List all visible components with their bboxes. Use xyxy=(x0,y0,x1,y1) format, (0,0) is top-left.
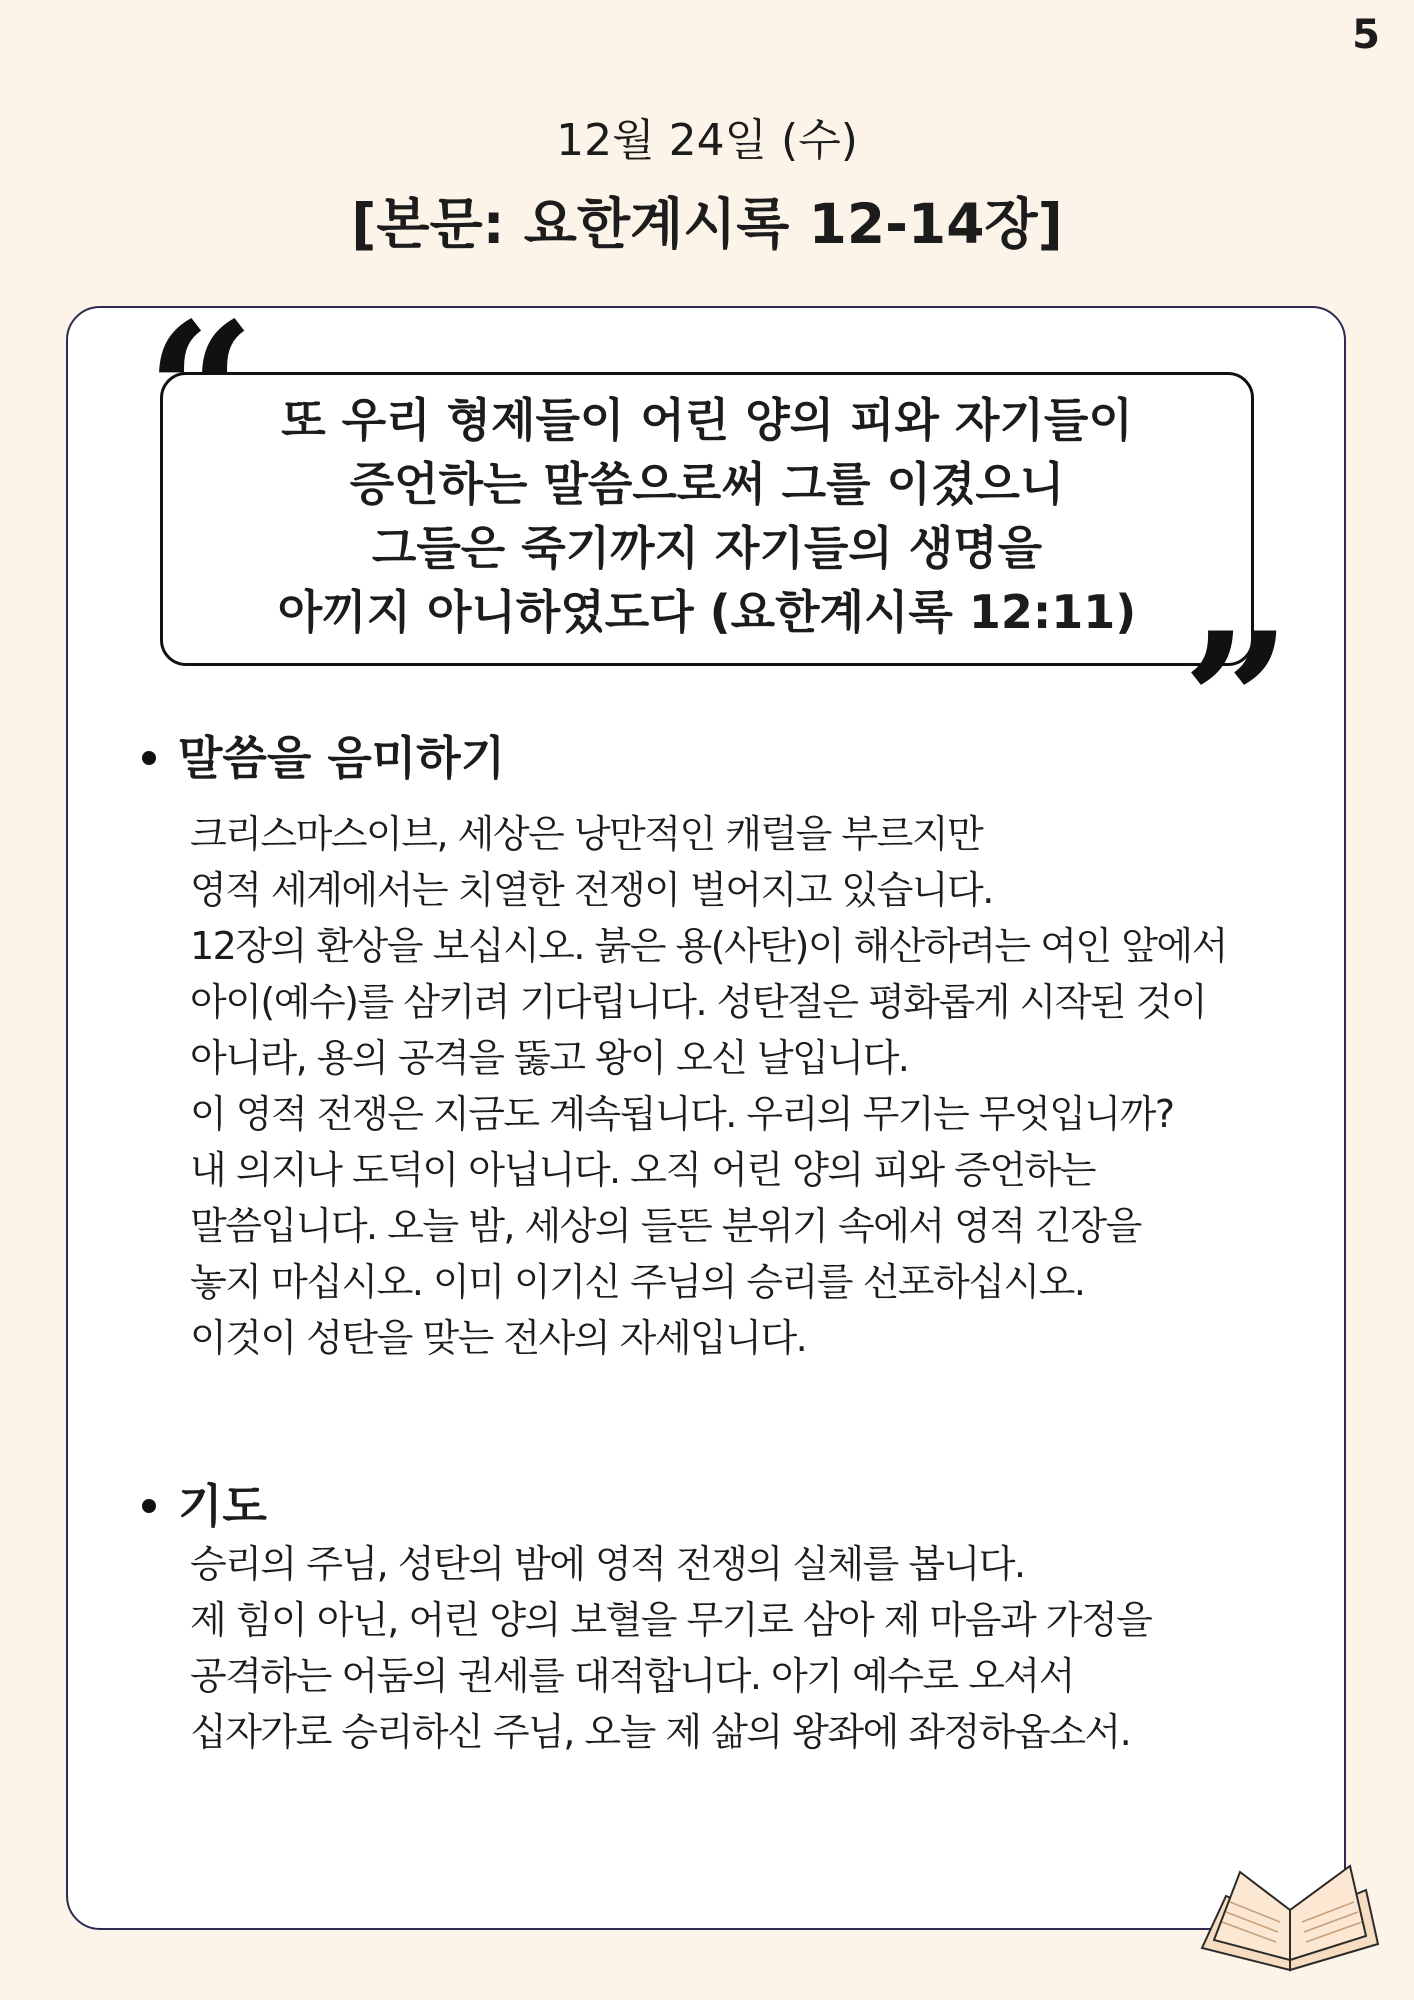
prayer-line: 십자가로 승리하신 주님, 오늘 제 삶의 왕좌에 좌정하옵소서. xyxy=(190,1710,1131,1754)
meditation-line: 이것이 성탄을 맞는 전사의 자세입니다. xyxy=(190,1316,807,1360)
close-quote-icon: ” xyxy=(1182,591,1292,814)
date-heading: 12월 24일 (수) xyxy=(556,115,858,166)
meditation-line: 12장의 환상을 보십시오. 붉은 용(사탄)이 해산하려는 여인 앞에서 xyxy=(190,924,1227,968)
passage-title: [본문: 요한계시록 12-14장] xyxy=(351,192,1063,256)
meditation-line: 이 영적 전쟁은 지금도 계속됩니다. 우리의 무기는 무엇입니까? xyxy=(190,1092,1174,1136)
prayer-body xyxy=(190,1536,1151,1760)
quote-line: 그들은 죽기까지 자기들의 생명을 xyxy=(371,521,1043,575)
prayer-heading-label: 기도 xyxy=(178,1479,267,1533)
page-number: 5 xyxy=(1352,12,1380,58)
prayer-heading xyxy=(142,1470,267,1536)
meditation-heading-label: 말씀을 음미하기 xyxy=(178,731,506,785)
meditation-line: 크리스마스이브, 세상은 낭만적인 캐럴을 부르지만 xyxy=(190,812,983,856)
quote-line: 증언하는 말씀으로써 그를 이겼으니 xyxy=(349,457,1065,511)
prayer-line: 공격하는 어둠의 권세를 대적합니다. 아기 예수로 오셔서 xyxy=(190,1654,1074,1698)
open-book-icon xyxy=(1190,1852,1390,1982)
open-quote-icon: “ xyxy=(146,281,256,504)
meditation-body xyxy=(190,806,1227,1366)
scripture-quote xyxy=(160,388,1254,644)
meditation-line: 영적 세계에서는 치열한 전쟁이 벌어지고 있습니다. xyxy=(190,868,993,912)
meditation-line: 내 의지나 도덕이 아닙니다. 오직 어린 양의 피와 증언하는 xyxy=(190,1148,1095,1192)
quote-line: 아끼지 아니하였도다 (요한계시록 12:11) xyxy=(277,585,1137,639)
meditation-line: 아이(예수)를 삼키려 기다립니다. 성탄절은 평화롭게 시작된 것이 xyxy=(190,980,1207,1024)
quote-line: 또 우리 형제들이 어린 양의 피와 자기들이 xyxy=(281,393,1133,447)
bullet-icon xyxy=(142,751,156,765)
meditation-heading xyxy=(142,722,505,788)
meditation-line: 아니라, 용의 공격을 뚫고 왕이 오신 날입니다. xyxy=(190,1036,909,1080)
prayer-line: 승리의 주님, 성탄의 밤에 영적 전쟁의 실체를 봅니다. xyxy=(190,1542,1025,1586)
prayer-line: 제 힘이 아닌, 어린 양의 보혈을 무기로 삼아 제 마음과 가정을 xyxy=(190,1598,1152,1642)
meditation-line: 말씀입니다. 오늘 밤, 세상의 들뜬 분위기 속에서 영적 긴장을 xyxy=(190,1204,1141,1248)
bullet-icon xyxy=(142,1499,156,1513)
meditation-line: 놓지 마십시오. 이미 이기신 주님의 승리를 선포하십시오. xyxy=(190,1260,1085,1304)
